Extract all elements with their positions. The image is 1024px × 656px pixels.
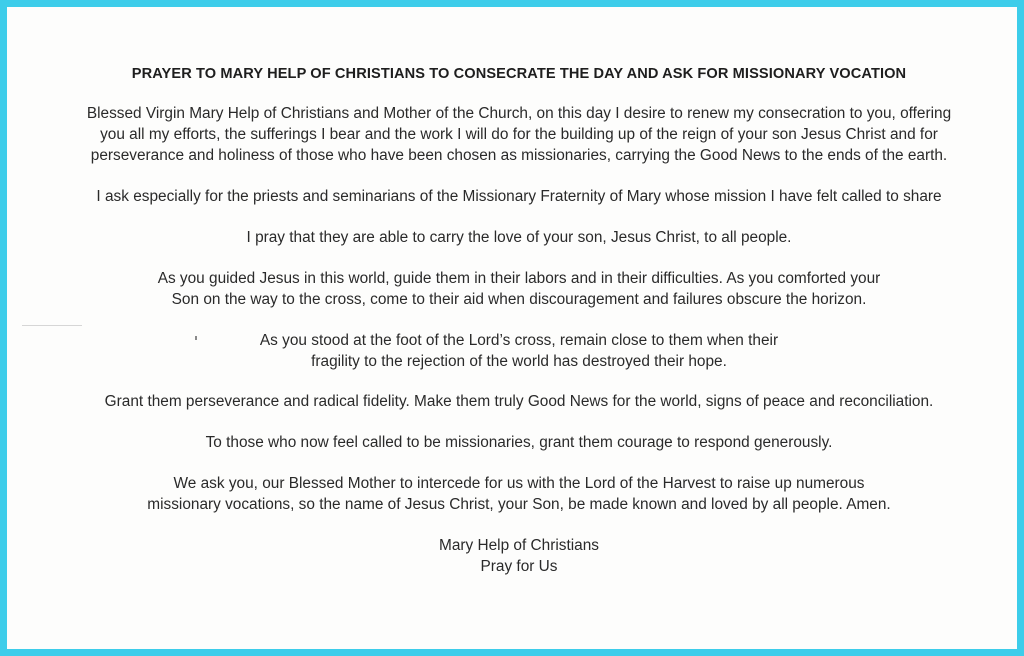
text-line: As you stood at the foot of the Lord’s cross, remain close to them when their (259, 332, 779, 349)
closing-line-1: Mary Help of Christians (439, 537, 599, 554)
text-line: We ask you, our Blessed Mother to intercede for us with the Lord of the Harvest to raise up numerous (173, 475, 865, 492)
text-line: As you guided Jesus in this world, guide them in their labors and in their difficulties. As you comforted your (157, 270, 881, 287)
text-line: I ask especially for the priests and seminarians of the Missionary Fraternity of Mary whose mission I have felt called to share (96, 188, 942, 205)
text-line: perseverance and holiness of those who have been chosen as missionaries, carrying the Good News to the ends of the earth. (90, 147, 948, 164)
text-line: To those who now feel called to be missionaries, grant them courage to respond generously. (205, 434, 833, 451)
prayer-card (14, 14, 1024, 656)
text-line: missionary vocations, so the name of Jesus Christ, your Son, be made known and loved by all people. Amen. (147, 496, 891, 513)
closing-line-2: Pray for Us (480, 558, 558, 575)
text-line: I pray that they are able to carry the love of your son, Jesus Christ, to all people. (246, 229, 792, 246)
text-line: fragility to the rejection of the world has destroyed their hope. (311, 353, 727, 370)
text-line: Grant them perseverance and radical fidelity. Make them truly Good News for the world, signs of peace and reconciliation. (104, 393, 934, 410)
text-line: Blessed Virgin Mary Help of Christians and Mother of the Church, on this day I desire to renew my consecration to you, offering (86, 105, 952, 122)
text-line: Son on the way to the cross, come to their aid when discouragement and failures obscure the horizon. (171, 291, 867, 308)
text-line: you all my efforts, the sufferings I bear and the work I will do for the building up of the reign of your son Jesus Christ and for (100, 126, 938, 143)
prayer-title: PRAYER TO MARY HELP OF CHRISTIANS TO CONSECRATE THE DAY AND ASK FOR MISSIONARY VOCATION (131, 66, 907, 82)
scan-speck (195, 336, 197, 340)
scan-smudge (22, 325, 82, 326)
